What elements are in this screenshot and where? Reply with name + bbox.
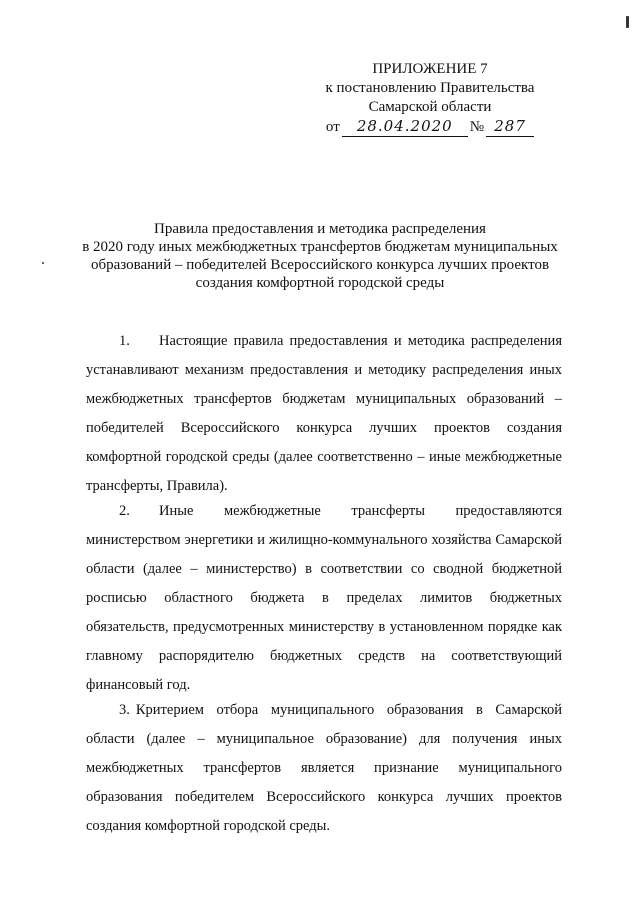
paragraph-number: 3. — [119, 702, 130, 718]
paragraph-2 — [86, 497, 562, 700]
appendix-date-number-line — [300, 117, 560, 137]
paragraph-text: Иные межбюджетные трансферты предоставляются министерством энергетики и жилищно-коммунального хозяйства Самарской области (далее – министерство) в соответствии со сводной бюджетной росписью областного бюджета в пределах лимитов бюджетных обязательств, предусмотренных министерству в установленном порядке как главному распорядителю бюджетных средств на соответствующий финансовый год. — [86, 503, 562, 693]
paragraph-number: 2. — [119, 503, 130, 519]
paragraph-1 — [86, 327, 562, 501]
number-label: № — [469, 119, 485, 135]
title-line-1: Правила предоставления и методика распределения — [154, 221, 486, 237]
appendix-header — [300, 60, 560, 137]
paragraph-text: Критерием отбора муниципального образования в Самарской области (далее – муниципальное образование) для получения иных межбюджетных трансфертов является признание муниципального образования победителем Всероссийского конкурса лучших проектов создания комфортной городской среды. — [86, 702, 562, 834]
paragraph-text: Настоящие правила предоставления и методика распределения устанавливают механизм предоставления и методику распределения иных межбюджетных трансфертов бюджетам муниципальных образований – победителей Всероссийского конкурса лучших проектов создания комфортной городской среды (далее соответственно – иные межбюджетные трансферты, Правила). — [86, 333, 562, 494]
title-line-2: в 2020 году иных межбюджетных трансфертов бюджетам муниципальных — [82, 239, 558, 255]
paragraph-number: 1. — [119, 333, 130, 349]
appendix-decree-line: к постановлению Правительства — [325, 80, 535, 96]
title-line-4: создания комфортной городской среды — [195, 275, 445, 291]
appendix-title: ПРИЛОЖЕНИЕ 7 — [372, 61, 488, 77]
scan-speck — [626, 16, 629, 28]
handwritten-date: 28.04.2020 — [342, 117, 468, 137]
paragraph-3 — [86, 696, 562, 841]
handwritten-number: 287 — [486, 117, 534, 137]
from-label: от — [325, 119, 340, 135]
document-title — [60, 220, 580, 292]
scan-speck — [42, 262, 44, 264]
appendix-region-line: Самарской области — [368, 99, 492, 115]
title-line-3: образований – победителей Всероссийского конкурса лучших проектов — [90, 257, 550, 273]
